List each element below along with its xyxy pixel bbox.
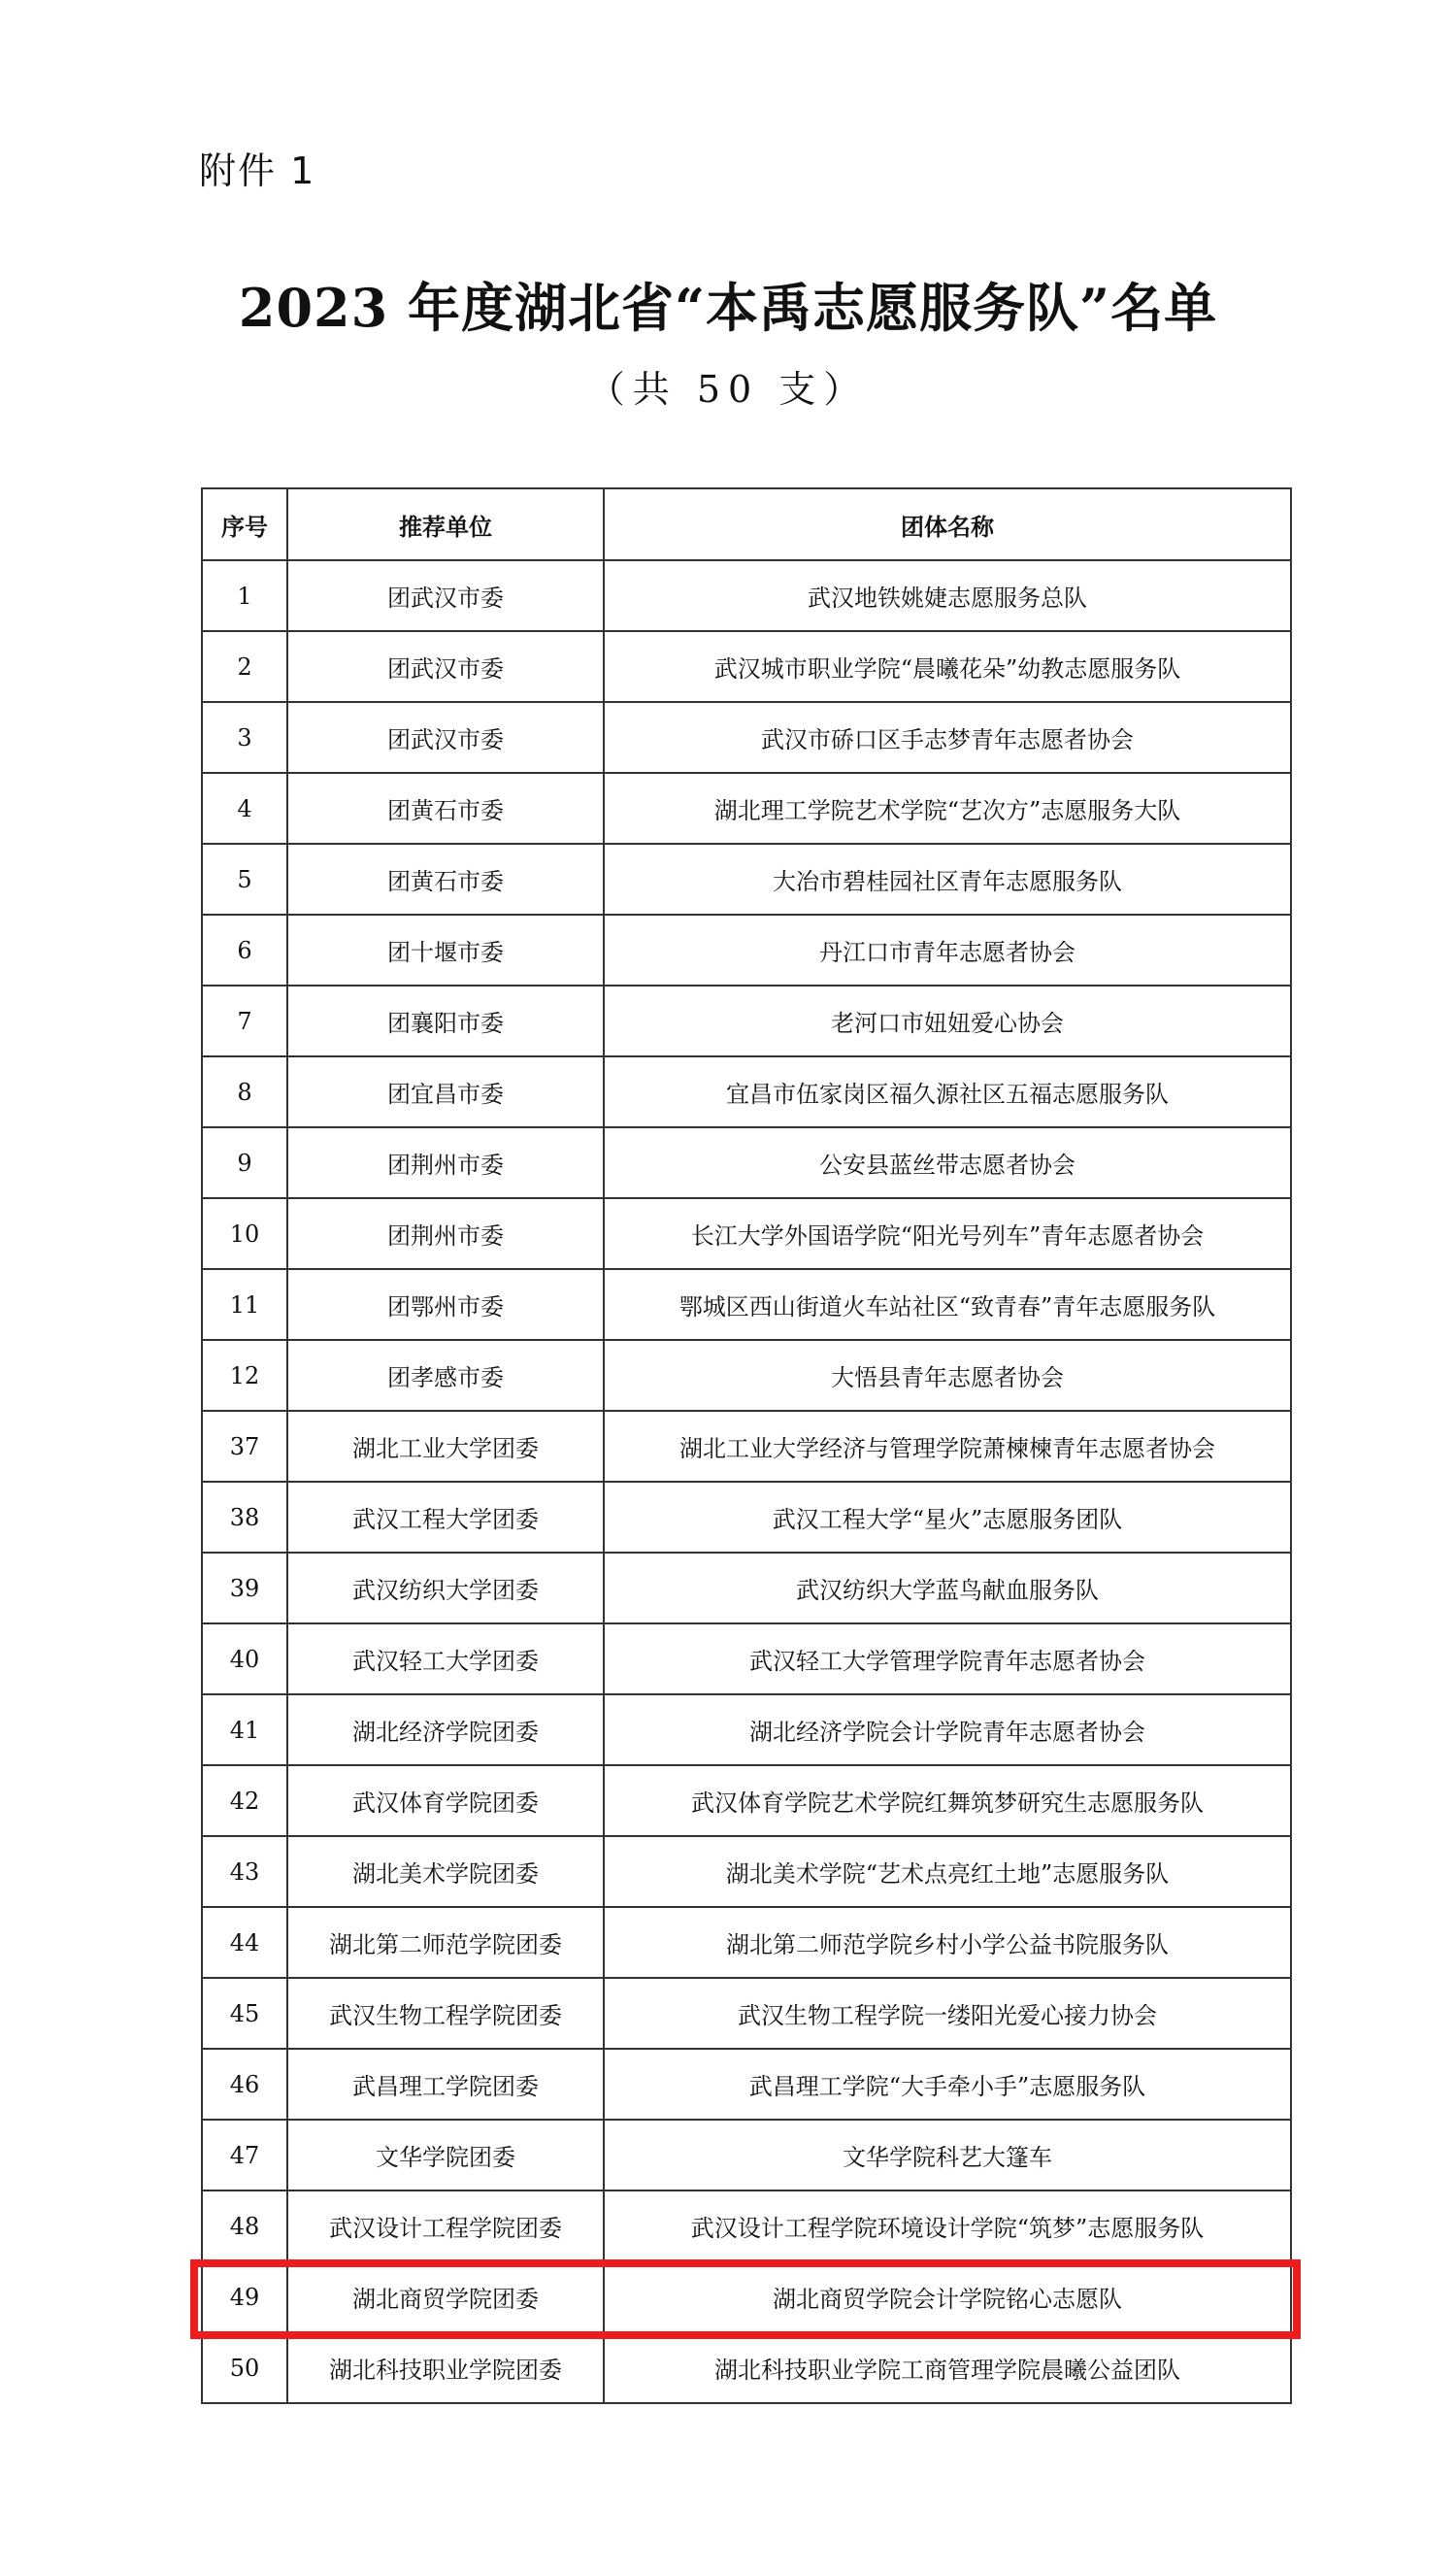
attachment-label: 附件 1 (199, 150, 316, 192)
table-row (202, 1907, 1291, 1978)
cell-unit: 武汉轻工大学团委 (287, 1623, 604, 1694)
cell-seq: 42 (202, 1765, 287, 1836)
cell-team-name: 武汉轻工大学管理学院青年志愿者协会 (604, 1623, 1291, 1694)
cell-seq: 5 (202, 844, 287, 915)
cell-seq: 6 (202, 915, 287, 986)
table-row (202, 631, 1291, 702)
cell-seq: 49 (202, 2261, 287, 2332)
cell-unit: 湖北美术学院团委 (287, 1836, 604, 1907)
cell-seq: 39 (202, 1553, 287, 1623)
cell-team-name: 大悟县青年志愿者协会 (604, 1340, 1291, 1411)
cell-unit: 武汉工程大学团委 (287, 1482, 604, 1553)
cell-unit: 团武汉市委 (287, 702, 604, 773)
cell-seq: 44 (202, 1907, 287, 1978)
table-row (202, 1978, 1291, 2049)
cell-unit: 湖北第二师范学院团委 (287, 1907, 604, 1978)
cell-team-name: 武汉市硚口区手志梦青年志愿者协会 (604, 702, 1291, 773)
roster-table (201, 487, 1292, 2404)
cell-seq: 46 (202, 2049, 287, 2120)
table-row (202, 1340, 1291, 1411)
cell-unit: 团荆州市委 (287, 1198, 604, 1269)
cell-seq: 37 (202, 1411, 287, 1482)
table-row (202, 2049, 1291, 2120)
table-row (202, 986, 1291, 1056)
table-row (202, 702, 1291, 773)
header-seq: 序号 (202, 488, 287, 560)
cell-seq: 3 (202, 702, 287, 773)
cell-team-name: 武汉设计工程学院环境设计学院“筑梦”志愿服务队 (604, 2190, 1291, 2261)
cell-unit: 湖北科技职业学院团委 (287, 2332, 604, 2403)
cell-unit: 武汉纺织大学团委 (287, 1553, 604, 1623)
cell-team-name: 丹江口市青年志愿者协会 (604, 915, 1291, 986)
cell-unit: 湖北工业大学团委 (287, 1411, 604, 1482)
table-row-highlighted (202, 2261, 1291, 2332)
cell-team-name: 湖北商贸学院会计学院铭心志愿队 (604, 2261, 1291, 2332)
cell-seq: 38 (202, 1482, 287, 1553)
cell-unit: 湖北经济学院团委 (287, 1694, 604, 1765)
cell-unit: 团宜昌市委 (287, 1056, 604, 1127)
cell-seq: 8 (202, 1056, 287, 1127)
table-row (202, 1056, 1291, 1127)
header-unit: 推荐单位 (287, 488, 604, 560)
cell-unit: 武汉体育学院团委 (287, 1765, 604, 1836)
cell-team-name: 武汉体育学院艺术学院红舞筑梦研究生志愿服务队 (604, 1765, 1291, 1836)
cell-seq: 50 (202, 2332, 287, 2403)
cell-seq: 48 (202, 2190, 287, 2261)
cell-seq: 11 (202, 1269, 287, 1340)
cell-team-name: 湖北经济学院会计学院青年志愿者协会 (604, 1694, 1291, 1765)
cell-seq: 41 (202, 1694, 287, 1765)
table-row (202, 1411, 1291, 1482)
table-row (202, 773, 1291, 844)
cell-team-name: 宜昌市伍家岗区福久源社区五福志愿服务队 (604, 1056, 1291, 1127)
cell-team-name: 湖北科技职业学院工商管理学院晨曦公益团队 (604, 2332, 1291, 2403)
cell-unit: 武汉设计工程学院团委 (287, 2190, 604, 2261)
cell-team-name: 长江大学外国语学院“阳光号列车”青年志愿者协会 (604, 1198, 1291, 1269)
cell-seq: 7 (202, 986, 287, 1056)
cell-team-name: 文华学院科艺大篷车 (604, 2120, 1291, 2190)
table-row (202, 1836, 1291, 1907)
table-row (202, 915, 1291, 986)
cell-team-name: 武汉纺织大学蓝鸟献血服务队 (604, 1553, 1291, 1623)
cell-seq: 4 (202, 773, 287, 844)
cell-team-name: 鄂城区西山街道火车站社区“致青春”青年志愿服务队 (604, 1269, 1291, 1340)
cell-seq: 12 (202, 1340, 287, 1411)
cell-unit: 武昌理工学院团委 (287, 2049, 604, 2120)
cell-unit: 团鄂州市委 (287, 1269, 604, 1340)
cell-team-name: 湖北第二师范学院乡村小学公益书院服务队 (604, 1907, 1291, 1978)
cell-unit: 团黄石市委 (287, 773, 604, 844)
cell-team-name: 武昌理工学院“大手牵小手”志愿服务队 (604, 2049, 1291, 2120)
cell-team-name: 大冶市碧桂园社区青年志愿服务队 (604, 844, 1291, 915)
cell-seq: 47 (202, 2120, 287, 2190)
cell-team-name: 武汉生物工程学院一缕阳光爱心接力协会 (604, 1978, 1291, 2049)
header-name: 团体名称 (604, 488, 1291, 560)
table-row (202, 844, 1291, 915)
document-subtitle: （共 50 支） (587, 368, 869, 411)
table-row (202, 560, 1291, 631)
cell-unit: 团武汉市委 (287, 560, 604, 631)
table-row (202, 2190, 1291, 2261)
cell-unit: 团孝感市委 (287, 1340, 604, 1411)
cell-seq: 40 (202, 1623, 287, 1694)
cell-unit: 武汉生物工程学院团委 (287, 1978, 604, 2049)
cell-team-name: 武汉地铁姚婕志愿服务总队 (604, 560, 1291, 631)
document-title: 2023 年度湖北省“本禹志愿服务队”名单 (238, 277, 1218, 339)
table-row (202, 1198, 1291, 1269)
cell-seq: 2 (202, 631, 287, 702)
table-row (202, 1553, 1291, 1623)
table-row (202, 1623, 1291, 1694)
cell-team-name: 湖北工业大学经济与管理学院萧楝楝青年志愿者协会 (604, 1411, 1291, 1482)
cell-team-name: 公安县蓝丝带志愿者协会 (604, 1127, 1291, 1198)
table-row (202, 1269, 1291, 1340)
cell-unit: 团武汉市委 (287, 631, 604, 702)
cell-seq: 9 (202, 1127, 287, 1198)
cell-team-name: 武汉城市职业学院“晨曦花朵”幼教志愿服务队 (604, 631, 1291, 702)
table-row (202, 1127, 1291, 1198)
table-row (202, 2332, 1291, 2403)
cell-seq: 43 (202, 1836, 287, 1907)
cell-seq: 10 (202, 1198, 287, 1269)
cell-team-name: 老河口市妞妞爱心协会 (604, 986, 1291, 1056)
table-row (202, 1694, 1291, 1765)
cell-unit: 团荆州市委 (287, 1127, 604, 1198)
cell-unit: 团襄阳市委 (287, 986, 604, 1056)
table-row (202, 1765, 1291, 1836)
cell-unit: 团黄石市委 (287, 844, 604, 915)
cell-team-name: 湖北美术学院“艺术点亮红土地”志愿服务队 (604, 1836, 1291, 1907)
table-row (202, 2120, 1291, 2190)
cell-unit: 湖北商贸学院团委 (287, 2261, 604, 2332)
cell-unit: 团十堰市委 (287, 915, 604, 986)
table-row (202, 1482, 1291, 1553)
cell-unit: 文华学院团委 (287, 2120, 604, 2190)
cell-seq: 1 (202, 560, 287, 631)
table-header-row (202, 488, 1291, 560)
cell-team-name: 湖北理工学院艺术学院“艺次方”志愿服务大队 (604, 773, 1291, 844)
cell-team-name: 武汉工程大学“星火”志愿服务团队 (604, 1482, 1291, 1553)
cell-seq: 45 (202, 1978, 287, 2049)
